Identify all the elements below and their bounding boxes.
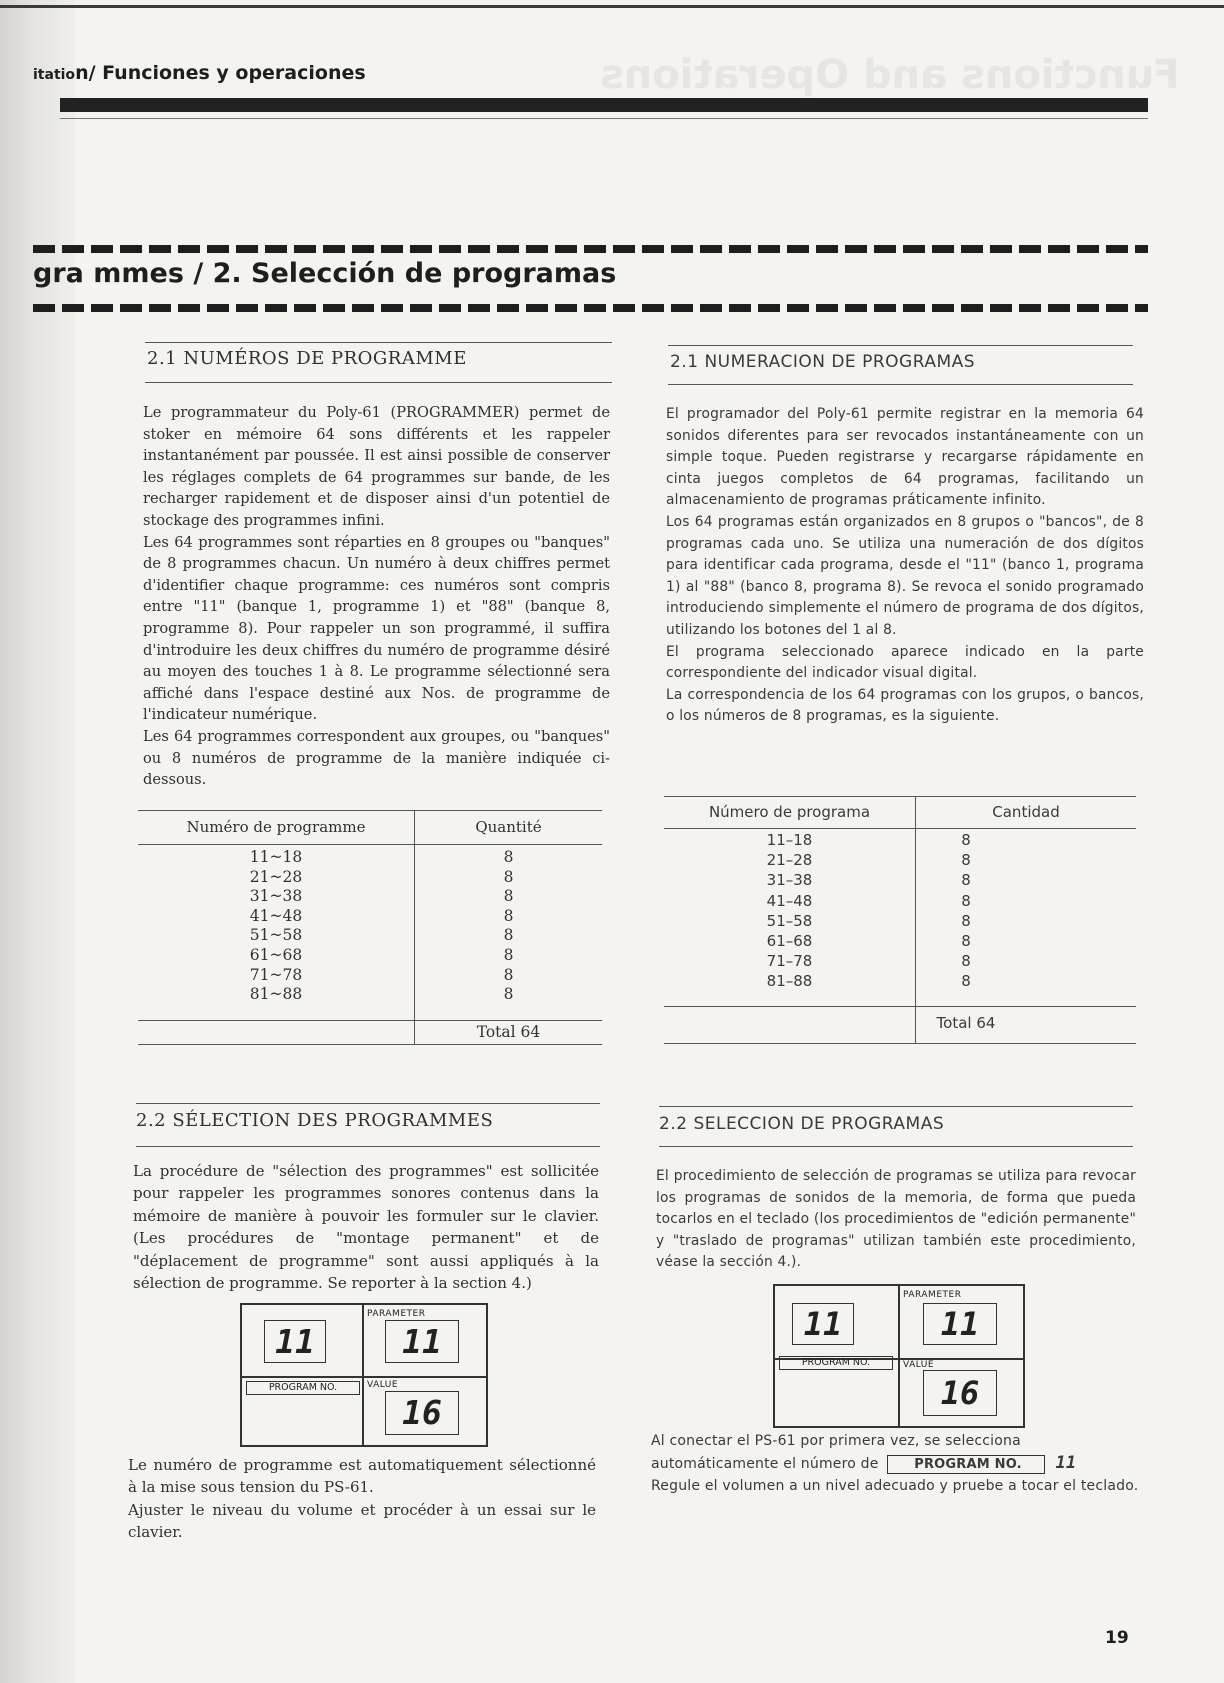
fr-s22-paragraph: La procédure de "sélection des programmes" est sollicitée pour rappeler les programmes sonores contenus dans la mémoire de manière à pouvoir les formuler sur le clavier. (Les procédures de "montage permanent" et de "déplacement de programme" sont aussi appliqués à la sélection de programme. Se reporter à la section 4.)	[133, 1162, 599, 1293]
table-header-quantity: Quantité	[475, 818, 542, 836]
header-rule	[60, 118, 1148, 119]
es-after-body	[651, 1430, 1141, 1497]
program-no-digits: 11	[264, 1320, 326, 1363]
es-after-line1	[651, 1430, 1141, 1475]
table-cell: 8	[961, 891, 971, 910]
table-cell: 8	[961, 911, 971, 930]
table-cell: 61~68	[249, 945, 303, 964]
table-cell: 41–48	[766, 891, 813, 910]
program-no-inline-box: PROGRAM NO.	[887, 1455, 1045, 1474]
table-cell: 21~28	[249, 867, 303, 886]
table-rule	[138, 1020, 602, 1021]
dashed-rule-top	[33, 245, 1148, 253]
bleed-through-text: Functions and Operations	[600, 52, 1180, 98]
fr-after-paragraph: Ajuster le niveau du volume et procéder à un essai sur le clavier.	[128, 1500, 596, 1542]
table-rule	[664, 796, 1136, 797]
section-title-cut: gra	[33, 258, 84, 289]
page-number: 19	[1105, 1628, 1129, 1648]
table-rule	[138, 810, 602, 811]
fr-s21-rule-top	[145, 342, 612, 343]
table-cell: 31~38	[249, 887, 303, 906]
panel-divider	[362, 1305, 364, 1445]
es-s21-paragraph: El programador del Poly-61 permite registrar en la memoria 64 sonidos diferentes para ser revocados instantáneamente con un simple toque. Pueden registrarse y recargarse rápidamente en cinta juegos completos de 64 programas, facilitando un almacenamiento de programas práticamente infinito.	[666, 406, 1144, 509]
table-cell: 41~48	[249, 906, 303, 925]
es-program-table	[664, 796, 1136, 1044]
table-cell: 8	[961, 871, 971, 890]
es-after-line2: Regule el volumen a un nivel adecuado y pruebe a tocar el teclado.	[651, 1478, 1139, 1494]
es-s21-heading: 2.1 NUMERACION DE PROGRAMAS	[670, 352, 976, 372]
table-cell: 8	[961, 932, 971, 951]
header-bar	[60, 98, 1148, 112]
value-digits: 16	[385, 1391, 459, 1435]
parameter-digits: 11	[923, 1303, 997, 1345]
fr-display-panel	[240, 1303, 488, 1447]
es-s21-rule-top	[668, 345, 1133, 346]
fr-program-table	[138, 810, 602, 1045]
program-no-digits: 11	[792, 1303, 854, 1345]
fr-s21-paragraph: Les 64 programmes sont réparties en 8 groupes ou "banques" de 8 programmes chacun. Un numéro à deux chiffres permet d'identifier chaque programme: ces numéros sont compris entre "11" (banque 1, programme 1) et "88" (banque 8, programme 8). Pour rappeler un son programmé, il suffira d'introduire les deux chiffres du numéro de programme désiré au moyen des touches 1 à 8. Le programme sélectionné sera affiché dans l'espace destiné aux Nos. de programme de l'indicateur numérique.	[143, 533, 610, 724]
section-title	[33, 258, 616, 289]
table-cell: 8	[503, 887, 514, 906]
table-col-quantities	[415, 848, 602, 1005]
es-s21-paragraph: Los 64 programas están organizados en 8 grupos o "bancos", de 8 programas cada uno. Se utiliza una numeración de dos dígitos para identificar cada programa, desde el "11" (banco 1, programa 1) al "88" (banco 8, programa 8). Se revoca el sonido programado introduciendo simplemente el número de programa de dos dígitos, utilizando los botones del 1 al 8.	[666, 513, 1144, 638]
table-total: Total 64	[936, 1014, 996, 1032]
table-rule	[138, 844, 602, 845]
fr-s21-paragraph: Les 64 programmes correspondent aux groupes, ou "banques" ou 8 numéros de programme de la manière indiquée ci-dessous.	[143, 727, 610, 789]
es-s21-paragraph: El programa seleccionado aparece indicado en la parte correspondiente del indicador visual digital.	[666, 643, 1144, 682]
table-cell: 8	[503, 906, 514, 925]
table-rule	[664, 1043, 1136, 1044]
table-header-program: Número de programa	[708, 803, 871, 821]
es-s22-paragraph: El procedimiento de selección de programas se utiliza para revocar los programas de sonidos de la memoria, de forma que pueda tocarlos en el teclado (los procedimientos de "edición permanente" y "traslado de programas" utilizan también este procedimiento, véase la sección 4.).	[656, 1168, 1136, 1271]
table-cell: 8	[503, 926, 514, 945]
table-cell: 51~58	[249, 926, 303, 945]
parameter-label: PARAMETER	[367, 1309, 426, 1319]
table-cell: 31–38	[766, 871, 813, 890]
section-title-text: mmes / 2. Selección de programas	[93, 258, 617, 289]
dashed-rule-bottom	[33, 304, 1148, 312]
fr-s21-paragraph: Le programmateur du Poly-61 (PROGRAMMER) permet de stoker en mémoire 64 sons différents et les rappeler instantanément par poussée. Il est ainsi possible de conserver les réglages complets de 64 programmes sur bande, de les recharger rapidement et de disposer ainsi d'un potentiel de stockage des programmes infini.	[143, 404, 610, 529]
table-rule	[664, 828, 1136, 829]
table-cell: 51–58	[766, 911, 813, 930]
value-digits: 16	[923, 1370, 997, 1416]
fr-s22-rule-bottom	[136, 1146, 600, 1147]
fr-s22-rule-top	[136, 1103, 600, 1104]
table-cell: 81~88	[249, 985, 303, 1004]
panel-divider	[898, 1286, 900, 1426]
es-s22-rule-bottom	[659, 1146, 1133, 1147]
table-header-program: Numéro de programme	[186, 818, 366, 836]
table-cell: 61–68	[766, 932, 813, 951]
header-prefix: itatio	[33, 67, 76, 83]
table-cell: 71–78	[766, 952, 813, 971]
panel-divider	[242, 1376, 486, 1378]
es-s22-rule-top	[659, 1106, 1133, 1107]
parameter-digits: 11	[385, 1320, 459, 1363]
fr-s22-body	[133, 1160, 599, 1294]
program-no-label: PROGRAM NO.	[246, 1381, 360, 1395]
fr-after-body	[128, 1454, 596, 1544]
table-cell: 8	[503, 985, 514, 1004]
fr-s22-heading: 2.2 SÉLECTION DES PROGRAMMES	[136, 1110, 494, 1131]
table-cell: 11–18	[766, 831, 813, 849]
table-cell: 8	[503, 945, 514, 964]
es-s22-heading: 2.2 SELECCION DE PROGRAMAS	[659, 1114, 945, 1134]
es-s22-body	[656, 1166, 1136, 1274]
table-cell: 8	[503, 867, 514, 886]
table-col-ranges	[664, 830, 915, 992]
program-no-label: PROGRAM NO.	[779, 1356, 893, 1370]
table-cell: 8	[503, 965, 514, 984]
table-cell: 8	[503, 848, 514, 866]
es-s21-rule-bottom	[668, 384, 1133, 385]
value-label: VALUE	[903, 1360, 935, 1370]
table-rule	[138, 1044, 602, 1045]
table-col-ranges	[138, 848, 414, 1005]
parameter-label: PARAMETER	[903, 1290, 962, 1300]
table-header-quantity: Cantidad	[992, 803, 1060, 821]
table-cell: 21–28	[766, 851, 813, 870]
es-s21-body	[666, 404, 1144, 728]
table-cell: 81–88	[766, 972, 813, 991]
value-label: VALUE	[367, 1380, 399, 1390]
es-display-panel	[773, 1284, 1025, 1428]
fr-s21-heading: 2.1 NUMÉROS DE PROGRAMME	[147, 348, 467, 369]
fr-after-paragraph: Le numéro de programme est automatiquement sélectionné à la mise sous tension du PS-61.	[128, 1456, 596, 1497]
table-total: Total 64	[476, 1023, 541, 1041]
top-edge-line	[0, 5, 1224, 8]
table-cell: 71~78	[249, 965, 303, 984]
es-after-text: Al conectar el PS-61 por primera vez, se selecciona automáticamente el número de	[651, 1433, 1021, 1472]
header-title-text: n/ Funciones y operaciones	[75, 62, 366, 84]
table-cell: 8	[961, 851, 971, 870]
running-header	[33, 62, 366, 84]
table-cell: 8	[961, 972, 971, 991]
es-s21-paragraph: La correspondencia de los 64 programas con los grupos, o bancos, o los números de 8 programas, es la siguiente.	[666, 686, 1144, 725]
table-cell: 8	[961, 952, 971, 971]
program-no-inline-digits: 11	[1055, 1453, 1077, 1473]
table-cell: 11~18	[249, 848, 303, 866]
fr-s21-body	[143, 402, 610, 791]
table-cell: 8	[961, 831, 971, 849]
table-col-quantities	[916, 830, 1016, 992]
fr-s21-rule-bottom	[145, 382, 612, 383]
table-rule	[664, 1006, 1136, 1007]
